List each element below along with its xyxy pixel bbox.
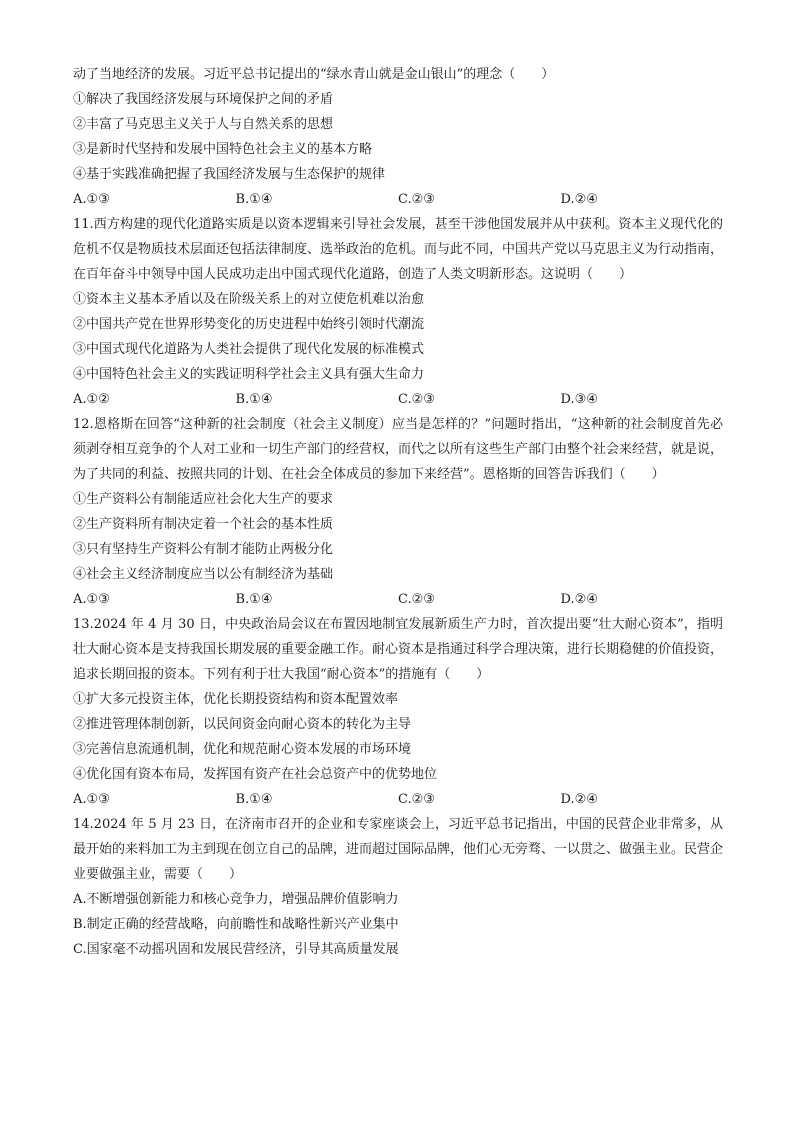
q12-option-c[interactable]: C.②③ [398,592,435,607]
q10-option-d[interactable]: D.②④ [560,192,598,207]
q13-option-b[interactable]: B.①④ [235,792,273,807]
q10-options [73,187,723,212]
q11-stem: 11.西方构建的现代化道路实质是以资本逻辑来引导社会发展，甚至干涉他国发展并从中获利。资本主义现代化的危机不仅是物质技术层面还包括法律制度、选举政治的危机。而与此不同，中国共产党以马克思主义为行动指南，在百年奋斗中领导中国人民成功走出中国式现代化道路，创造了人类文明新形态。这说明（ ） [73,217,724,282]
q13-stem: 13.2024 年 4 月 30 日，中央政治局会议在布置因地制宜发展新质生产力时，首次提出要“壮大耐心资本”，指明壮大耐心资本是支持我国长期发展的重要金融工作。耐心资本是指通过科学合理决策，进行长期稳健的价值投资，追求长期回报的资本。下列有利于壮大我国“耐心资本”的措施有（ ） [73,617,724,682]
q14-stem: 14.2024 年 5 月 23 日，在济南市召开的企业和专家座谈会上，习近平总书记指出，中国的民营企业非常多，从最开始的来料加工为主到现在创立自己的品牌，进而超过国际品牌，他们心无旁骛、一以贯之、做强主业。民营企业要做强主业，需要（ ） [73,817,724,882]
q13-item-2: ②推进管理体制创新，以民间资金向耐心资本的转化为主导 [73,717,412,732]
q11-item-1: ①资本主义基本矛盾以及在阶级关系上的对立使危机难以治愈 [73,292,425,307]
q13-option-c[interactable]: C.②③ [398,792,435,807]
q11-item-2: ②中国共产党在世界形势变化的历史进程中始终引领时代潮流 [73,317,425,332]
q10-item-2: ②丰富了马克思主义关于人与自然关系的思想 [73,117,334,132]
q14-choice-b[interactable]: B.制定正确的经营战略，向前瞻性和战略性新兴产业集中 [73,917,399,932]
q14-choice-c[interactable]: C.国家毫不动摇巩固和发展民营经济，引导其高质量发展 [73,942,399,957]
q11-option-d[interactable]: D.③④ [560,392,598,407]
exam-page [73,62,723,962]
q11-option-b[interactable]: B.①④ [235,392,273,407]
q11-options [73,387,723,412]
q10-option-a[interactable]: A.①③ [73,192,110,207]
q12-options [73,587,723,612]
q12-option-d[interactable]: D.②④ [560,592,598,607]
q10-item-3: ③是新时代坚持和发展中国特色社会主义的基本方略 [73,142,373,157]
q11-item-4: ④中国特色社会主义的实践证明科学社会主义具有强大生命力 [73,367,425,382]
q12-item-1: ①生产资料公有制能适应社会化大生产的要求 [73,492,334,507]
q10-item-1: ①解决了我国经济发展与环境保护之间的矛盾 [73,92,334,107]
q11-option-c[interactable]: C.②③ [398,392,435,407]
q11-option-a[interactable]: A.①② [73,392,110,407]
q12-option-b[interactable]: B.①④ [235,592,273,607]
q10-stem-tail: 动了当地经济的发展。习近平总书记提出的“绿水青山就是金山银山”的理念（ ） [73,67,555,82]
q12-option-a[interactable]: A.①③ [73,592,110,607]
q12-item-3: ③只有坚持生产资料公有制才能防止两极分化 [73,542,334,557]
q10-item-4: ④基于实践准确把握了我国经济发展与生态保护的规律 [73,167,386,182]
q13-item-4: ④优化国有资本布局，发挥国有资产在社会总资产中的优势地位 [73,767,438,782]
q13-option-a[interactable]: A.①③ [73,792,110,807]
q14-choice-a[interactable]: A.不断增强创新能力和核心竞争力，增强品牌价值影响力 [73,892,399,907]
q10-option-b[interactable]: B.①④ [235,192,273,207]
q13-item-1: ①扩大多元投资主体，优化长期投资结构和资本配置效率 [73,692,399,707]
q10-option-c[interactable]: C.②③ [398,192,435,207]
q12-item-4: ④社会主义经济制度应当以公有制经济为基础 [73,567,334,582]
q13-item-3: ③完善信息流通机制，优化和规范耐心资本发展的市场环境 [73,742,412,757]
q12-stem: 12.恩格斯在回答“这种新的社会制度（社会主义制度）应当是怎样的？”问题时指出，“这种新的社会制度首先必须剥夺相互竞争的个人对工业和一切生产部门的经营权，而代之以所有这些生产部门由整个社会来经营，就是说，为了共同的利益、按照共同的计划、在社会全体成员的参加下来经营”。恩格斯的回答告诉我们（ ） [73,417,724,482]
q12-item-2: ②生产资料所有制决定着一个社会的基本性质 [73,517,334,532]
q13-options [73,787,723,812]
q13-option-d[interactable]: D.②④ [560,792,598,807]
q11-item-3: ③中国式现代化道路为人类社会提供了现代化发展的标准模式 [73,342,425,357]
